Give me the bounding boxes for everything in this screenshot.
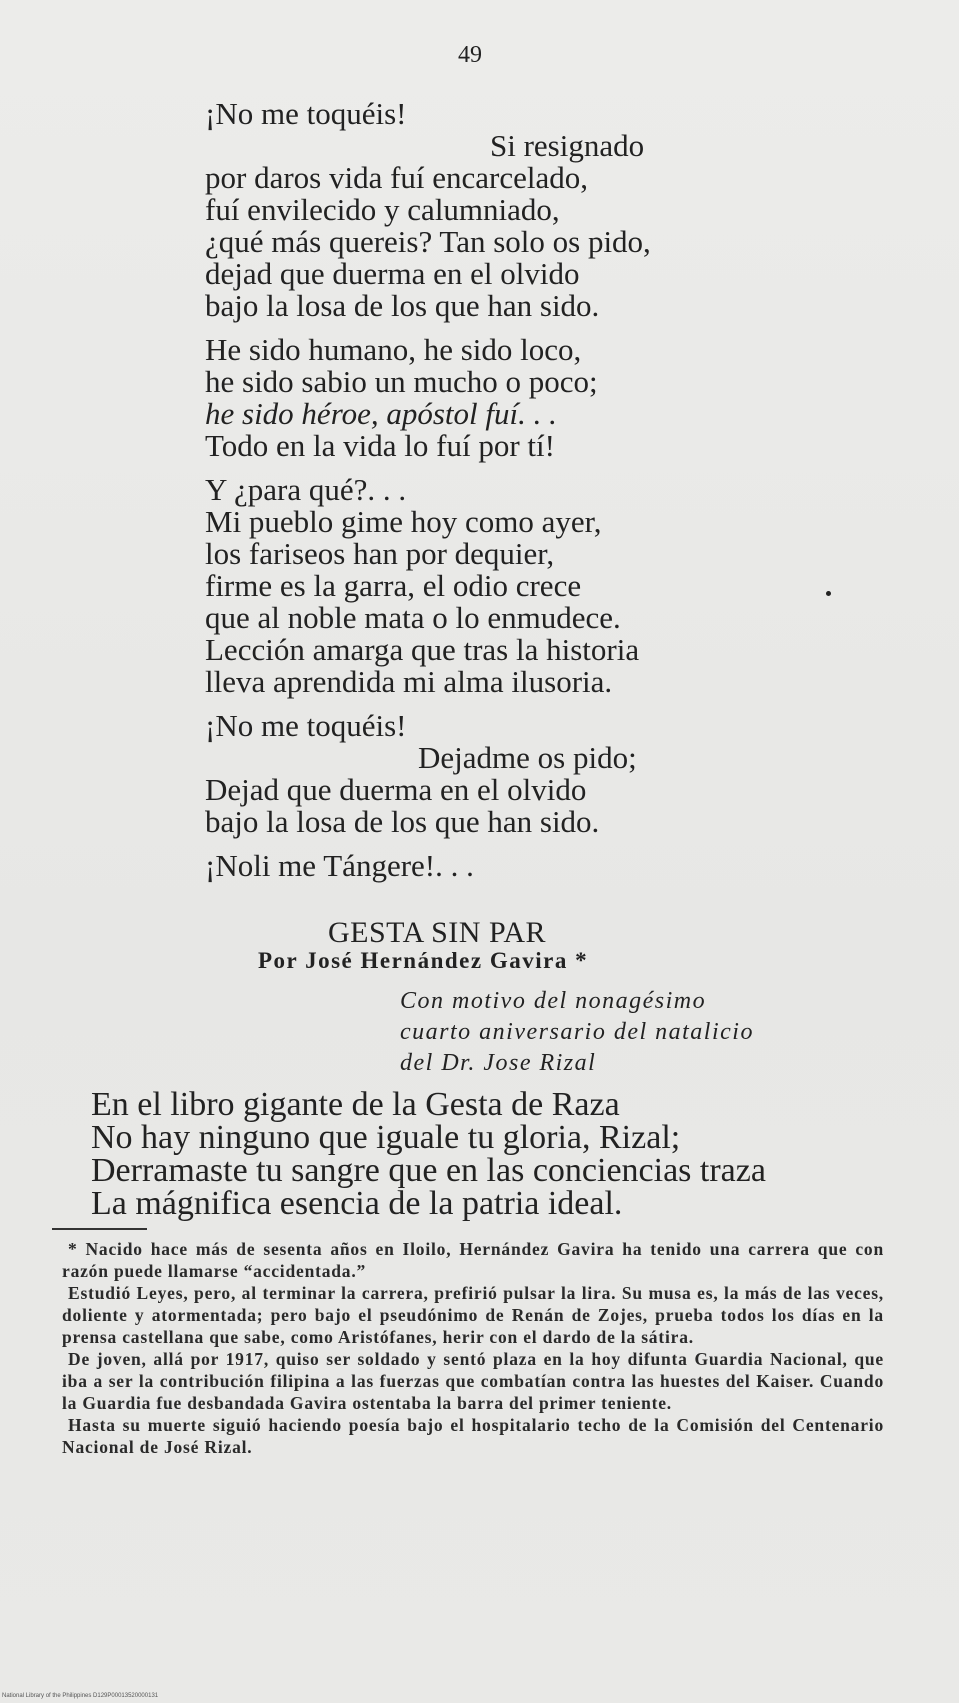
poem-line: ¡No me toquéis!: [205, 708, 407, 743]
poem-line: Todo en la vida lo fuí por tí!: [205, 428, 555, 463]
poem-line: Lección amarga que tras la historia: [205, 632, 640, 667]
footnote-paragraph: * Nacido hace más de sesenta años en Iloilo, Hernández Gavira ha tenido una carrera que con razón puede llamarse “accidentada.”: [62, 1239, 884, 1281]
poem-line: que al noble mata o lo enmudece.: [205, 600, 621, 635]
footnote-paragraph: Estudió Leyes, pero, al terminar la carrera, prefirió pulsar la lira. Su musa es, la más de las veces, doliente y atormentada; pero bajo el pseudónimo de Renán de Zojes, prueba todos los días en la prensa castellana que sabe, como Aristófanes, herir con el dardo de la sátira.: [62, 1283, 884, 1347]
poem-line: bajo la losa de los que han sido.: [205, 288, 600, 323]
poem-dedication: [400, 986, 754, 1079]
poem-line: he sido héroe, apóstol fuí. . .: [205, 396, 557, 431]
stray-dot: [826, 591, 831, 596]
poem-line: Mi pueblo gime hoy como ayer,: [205, 504, 602, 539]
poem-line: He sido humano, he sido loco,: [205, 332, 582, 367]
verse-line: En el libro gigante de la Gesta de Raza: [91, 1086, 620, 1123]
verse-line: La mágnifica esencia de la patria ideal.: [91, 1185, 623, 1222]
dedication-line: Con motivo del nonagésimo: [400, 988, 707, 1014]
poem-gesta-sin-par: [91, 1088, 766, 1220]
poem-line: los fariseos han por dequier,: [205, 536, 555, 571]
footnote-paragraph: De joven, allá por 1917, quiso ser soldado y sentó plaza en la hoy difunta Guardia Nacional, que iba a ser la contribución filipina a las fuerzas que combatían contra las huestes del Kaiser. Cuando la Guardia fue desbandada Gavira ostentaba la barra del primer teniente.: [62, 1349, 884, 1413]
verse-line: Derramaste tu sangre que en las conciencias traza: [91, 1152, 766, 1189]
verse-line: No hay ninguno que iguale tu gloria, Rizal;: [91, 1119, 681, 1156]
poem-line: lleva aprendida mi alma ilusoria.: [205, 664, 613, 699]
poem-line: Y ¿para qué?. . .: [205, 472, 407, 507]
source-watermark: National Library of the Philippines D129P00013520000131: [2, 1693, 159, 1699]
poem-noli-me-tangere: [205, 98, 651, 882]
poem-line: por daros vida fuí encarcelado,: [205, 160, 589, 195]
poem-byline: Por José Hernández Gavira *: [258, 948, 589, 973]
dedication-line: cuarto aniversario del natalicio: [400, 1019, 754, 1045]
poem-line: bajo la losa de los que han sido.: [205, 804, 600, 839]
poem-line: Si resignado: [490, 128, 645, 163]
poem-line: Dejad que duerma en el olvido: [205, 772, 587, 807]
poem-line: ¿qué más quereis? Tan solo os pido,: [205, 224, 651, 259]
poem-title: GESTA SIN PAR: [328, 916, 547, 949]
dedication-line: del Dr. Jose Rizal: [400, 1050, 597, 1076]
poem-line: dejad que duerma en el olvido: [205, 256, 580, 291]
poem-line: ¡No me toquéis!: [205, 96, 407, 131]
poem-line: ¡Noli me Tángere!. . .: [205, 848, 474, 883]
poem-line: firme es la garra, el odio crece: [205, 568, 582, 603]
poem-line: Dejadme os pido;: [418, 740, 637, 775]
footnote-rule: [52, 1228, 147, 1230]
footnotes: [62, 1238, 884, 1458]
page-number: 49: [458, 42, 482, 68]
footnote-paragraph: Hasta su muerte siguió haciendo poesía bajo el hospitalario techo de la Comisión del Centenario Nacional de José Rizal.: [62, 1415, 884, 1457]
poem-line: fuí envilecido y calumniado,: [205, 192, 560, 227]
poem-line: he sido sabio un mucho o poco;: [205, 364, 598, 399]
